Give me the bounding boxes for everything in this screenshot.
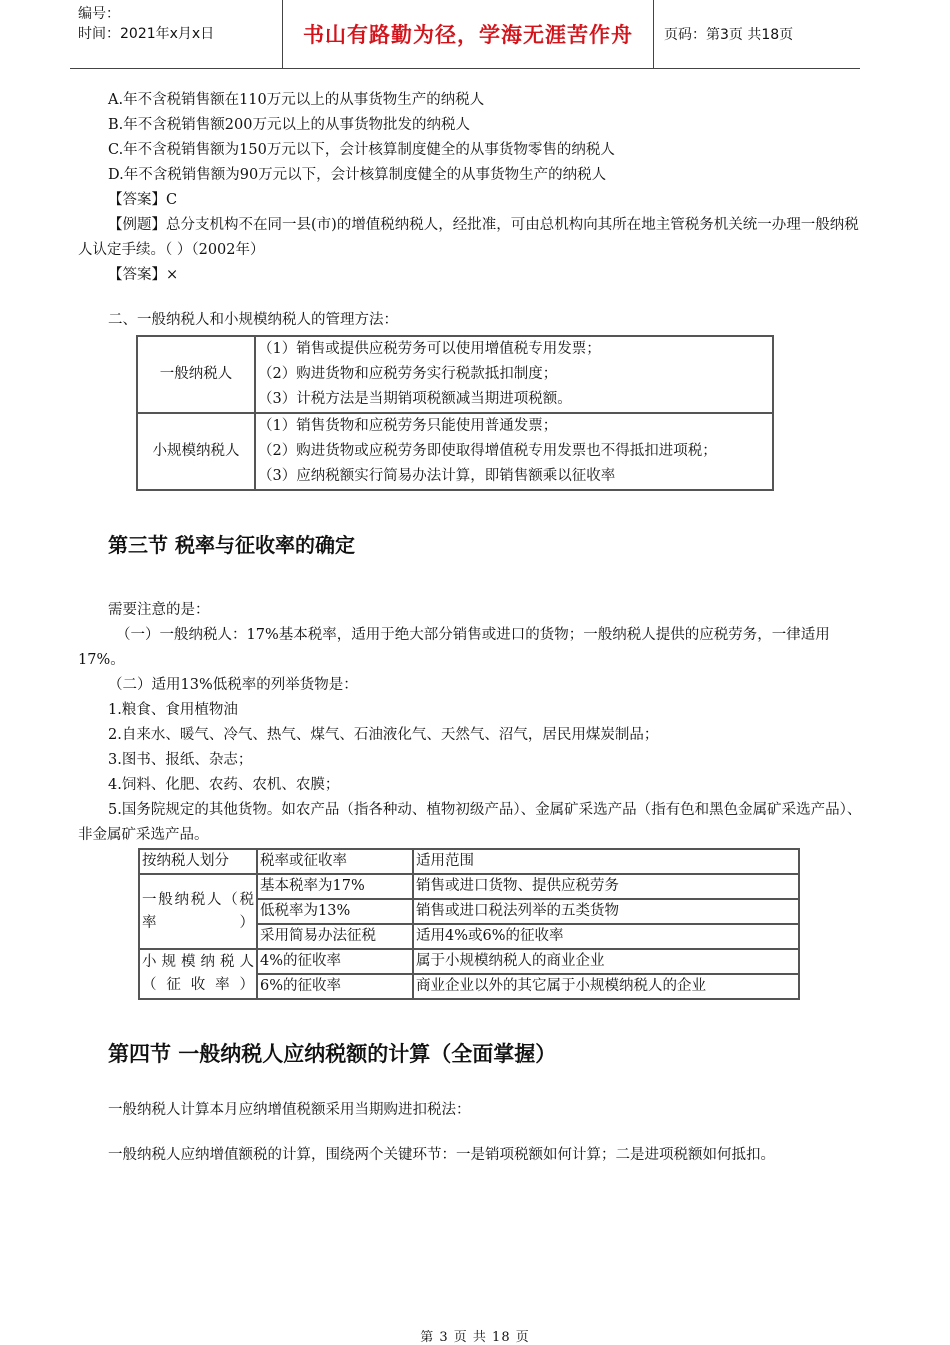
table-cell: 商业企业以外的其它属于小规模纳税人的企业 xyxy=(413,974,799,999)
paragraph-2: 一般纳税人应纳增值额税的计算，围绕两个关键环节：一是销项税额如何计算；二是进项税额如何抵扣。 xyxy=(108,1147,775,1163)
management-table xyxy=(136,335,774,491)
section-4-title: 第四节 一般纳税人应纳税额的计算（全面掌握） xyxy=(108,1042,557,1066)
page-header xyxy=(70,0,860,69)
header-cell: 适用范围 xyxy=(413,849,799,874)
table-header-row xyxy=(139,849,799,874)
table-row xyxy=(139,949,799,974)
option-b: B.年不含税销售额200万元以上的从事货物批发的纳税人 xyxy=(108,117,470,133)
header-cell: 税率或征收率 xyxy=(257,849,413,874)
document-body xyxy=(78,88,863,1168)
goods-item: 3.图书、报纸、杂志； xyxy=(108,752,253,768)
small-items xyxy=(255,413,773,490)
option-d: D.年不含税销售额为90万元以下，会计核算制度健全的从事货物生产的纳税人 xyxy=(108,167,607,183)
table-row xyxy=(139,874,799,899)
table-cell: 基本税率为17% xyxy=(257,874,413,899)
header-meta xyxy=(70,0,283,68)
table-cell: 销售或进口货物、提供应税劳务 xyxy=(413,874,799,899)
table-row xyxy=(137,336,773,413)
small-label: 小规模纳税人 xyxy=(137,413,255,490)
header-page-label: 页码：第3页 共18页 xyxy=(664,27,794,43)
rate-table xyxy=(138,848,800,1000)
mgmt-heading: 二、一般纳税人和小规模纳税人的管理方法： xyxy=(108,312,398,328)
goods-item: 4.饲料、化肥、农药、农机、农膜； xyxy=(108,777,340,793)
table-cell: 适用4%或6%的征收率 xyxy=(413,924,799,949)
list-item: （1）销售货物和应税劳务只能使用普通发票； xyxy=(258,418,558,434)
table-cell: 6%的征收率 xyxy=(257,974,413,999)
option-c: C.年不含税销售额为150万元以下，会计核算制度健全的从事货物零售的纳税人 xyxy=(108,142,615,158)
header-motto: 书山有路勤为径，学海无涯苦作舟 xyxy=(283,0,654,68)
note-2: （二）适用13%低税率的列举货物是： xyxy=(108,677,358,693)
table-cell: 属于小规模纳税人的商业企业 xyxy=(413,949,799,974)
table-cell: 4%的征收率 xyxy=(257,949,413,974)
table-cell: 销售或进口税法列举的五类货物 xyxy=(413,899,799,924)
option-a: A.年不含税销售额在110万元以上的从事货物生产的纳税人 xyxy=(108,92,485,108)
list-item: （3）计税方法是当期销项税额减当期进项税额。 xyxy=(258,391,572,407)
table-row xyxy=(137,413,773,490)
list-item: （2）购进货物和应税劳务实行税款抵扣制度； xyxy=(258,366,558,382)
serial-label: 编号： xyxy=(78,6,120,22)
paragraph-1: 一般纳税人计算本月应纳增值税额采用当期购进扣税法： xyxy=(108,1102,471,1118)
goods-item: 2.自来水、暖气、冷气、热气、煤气、石油液化气、天然气、沼气，居民用煤炭制品； xyxy=(108,727,659,743)
small-group-label: 小规模纳税人（征收率） xyxy=(139,949,257,999)
header-cell: 按纳税人划分 xyxy=(139,849,257,874)
table-cell: 低税率为13% xyxy=(257,899,413,924)
goods-item: 5.国务院规定的其他货物。如农产品（指各种动、植物初级产品）、金属矿采选产品（指有色和黑色金属矿采选产品）、非金属矿采选产品。 xyxy=(78,802,862,843)
general-items xyxy=(255,336,773,413)
answer-1: 【答案】C xyxy=(108,192,178,208)
general-label: 一般纳税人 xyxy=(137,336,255,413)
goods-item: 1.粮食、食用植物油 xyxy=(108,702,238,718)
example-question: 【例题】总分支机构不在同一县(市)的增值税纳税人，经批准，可由总机构向其所在地主管税务机关统一办理一般纳税人认定手续。（ ）（2002年） xyxy=(78,217,859,258)
section-3-title: 第三节 税率与征收率的确定 xyxy=(108,533,355,557)
page-footer: 第 3 页 共 18 页 xyxy=(420,1330,530,1345)
note-1: （一）一般纳税人：17%基本税率，适用于绝大部分销售或进口的货物；一般纳税人提供的应税劳务，一律适用17%。 xyxy=(78,627,830,668)
list-item: （1）销售或提供应税劳务可以使用增值税专用发票； xyxy=(258,341,601,357)
answer-2: 【答案】× xyxy=(108,267,179,283)
table-cell: 采用简易办法征税 xyxy=(257,924,413,949)
note-heading: 需要注意的是： xyxy=(108,602,210,618)
time-label: 时间：2021年x月x日 xyxy=(78,26,215,42)
general-group-label: 一般纳税人（税率） xyxy=(139,874,257,949)
list-item: （2）购进货物或应税劳务即使取得增值税专用发票也不得抵扣进项税； xyxy=(258,443,717,459)
list-item: （3）应纳税额实行简易办法计算，即销售额乘以征收率 xyxy=(258,468,616,484)
